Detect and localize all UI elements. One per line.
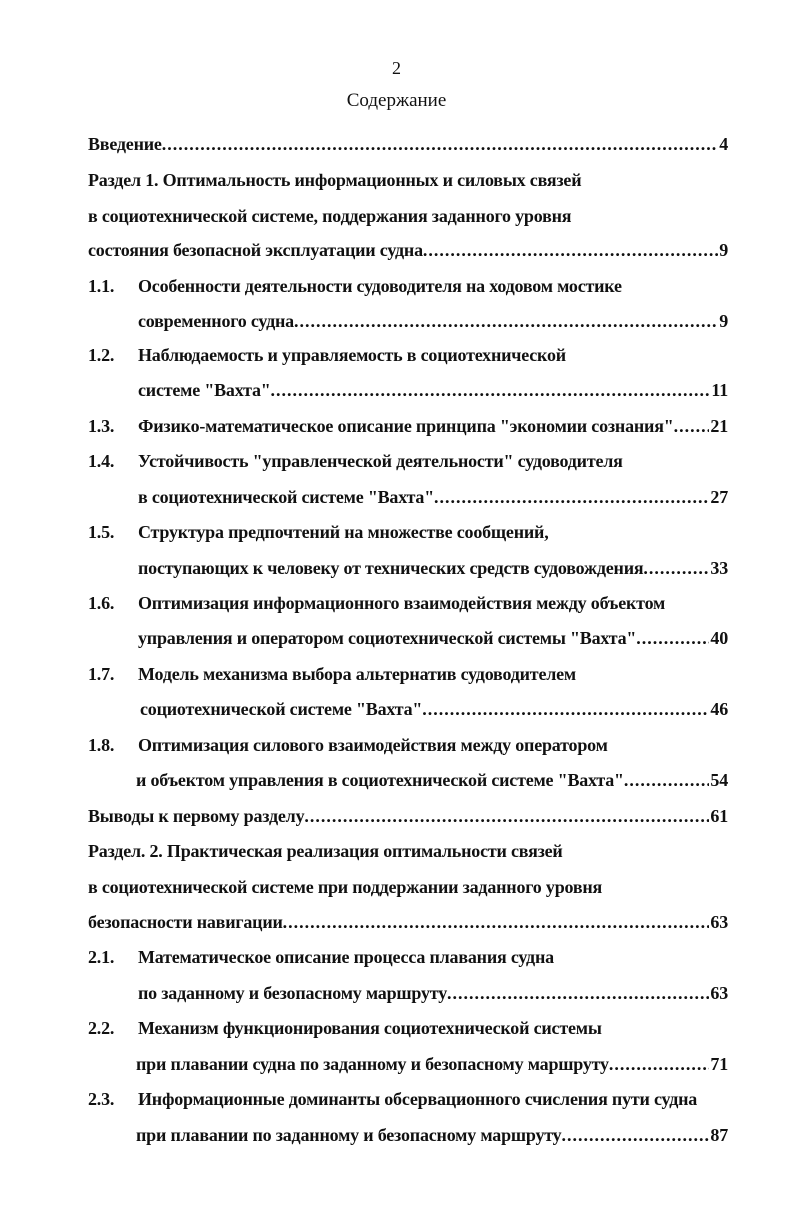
toc-entry-number: 1.5.	[88, 522, 115, 542]
toc-entry-2-3	[88, 1087, 728, 1111]
toc-entry-section-2-cont	[88, 875, 728, 899]
toc-entry-page: 33	[710, 558, 728, 578]
toc-entry-text: состояния безопасной эксплуатации судна	[88, 240, 423, 260]
toc-entry-text: Выводы к первому разделу	[88, 806, 305, 826]
leader-dots	[271, 378, 711, 402]
toc-entry-text: в социотехнической системе при поддержании заданного уровня	[88, 877, 603, 897]
toc-entry-section-1-cont	[88, 238, 728, 262]
leader-dots	[434, 485, 709, 509]
leader-dots	[423, 238, 718, 262]
toc-entry-text: Оптимизация силового взаимодействия между оператором	[138, 735, 608, 755]
toc-entry-page: 40	[710, 628, 728, 648]
leader-dots	[422, 697, 709, 721]
toc-entry-number: 2.1.	[88, 947, 115, 967]
toc-entry-1-7	[88, 662, 728, 686]
leader-dots	[162, 132, 718, 156]
toc-entry-text: Модель механизма выбора альтернатив судоводителем	[138, 664, 576, 684]
toc-entry-2-2-cont	[136, 1052, 728, 1076]
toc-entry-section-1-cont	[88, 204, 728, 228]
toc-entry-section-1	[88, 168, 728, 192]
toc-entry-text: управления и оператором социотехнической системы "Вахта"	[138, 628, 637, 648]
leader-dots	[561, 1123, 709, 1147]
leader-dots	[283, 910, 710, 934]
toc-entry-text: социотехнической системе "Вахта"	[140, 699, 423, 719]
toc-entry-text: Оптимизация информационного взаимодействия между объектом	[138, 593, 666, 613]
toc-entry-text: поступающих к человеку от технических средств судовождения	[138, 558, 644, 578]
toc-entry-introduction	[88, 132, 728, 156]
toc-entry-1-1	[88, 274, 728, 298]
leader-dots	[643, 556, 709, 580]
toc-entry-text: Информационные доминанты обсервационного счисления пути судна	[138, 1089, 698, 1109]
toc-entry-1-5	[88, 520, 728, 544]
leader-dots	[304, 804, 709, 828]
toc-entry-page: 11	[711, 380, 728, 400]
toc-entry-page: 21	[710, 416, 728, 436]
toc-entry-1-6	[88, 591, 728, 615]
toc-entry-text: Структура предпочтений на множестве сообщений,	[138, 522, 549, 542]
toc-entry-number: 1.8.	[88, 735, 115, 755]
toc-entry-text: безопасности навигации	[88, 912, 283, 932]
toc-entry-text: Особенности деятельности судоводителя на ходовом мостике	[138, 276, 622, 296]
toc-entry-page: 63	[710, 983, 728, 1003]
toc-entry-page: 87	[710, 1125, 728, 1145]
toc-entry-text: Введение	[88, 134, 162, 154]
leader-dots	[674, 414, 710, 438]
toc-entry-page: 4	[719, 134, 728, 154]
toc-entry-2-2	[88, 1016, 728, 1040]
toc-entry-text: современного судна	[138, 311, 294, 331]
toc-entry-text: Физико-математическое описание принципа "экономии сознания"	[138, 416, 674, 436]
toc-entry-2-1	[88, 945, 728, 969]
toc-entry-text: Механизм функционирования социотехнической системы	[138, 1018, 602, 1038]
toc-entry-page: 71	[710, 1054, 728, 1074]
toc-entry-page: 46	[710, 699, 728, 719]
toc-entry-number: 1.6.	[88, 593, 115, 613]
toc-entry-page: 27	[710, 487, 728, 507]
toc-entry-conclusions-1	[88, 804, 728, 828]
leader-dots	[447, 981, 709, 1005]
toc-entry-page: 63	[710, 912, 728, 932]
leader-dots	[624, 768, 710, 792]
toc-entry-1-2	[88, 343, 728, 367]
leader-dots	[636, 626, 709, 650]
toc-entry-text: системе "Вахта"	[138, 380, 271, 400]
toc-entry-number: 1.1.	[88, 276, 115, 296]
page-number: 2	[392, 58, 401, 78]
toc-entry-page: 61	[710, 806, 728, 826]
toc-entry-2-3-cont	[136, 1123, 728, 1147]
toc-entry-number: 1.4.	[88, 451, 115, 471]
toc-entry-page: 9	[719, 311, 728, 331]
toc-entry-text: в социотехнической системе "Вахта"	[138, 487, 435, 507]
toc-entry-page: 54	[710, 770, 728, 790]
toc-entry-number: 2.3.	[88, 1089, 115, 1109]
toc-entry-text: Математическое описание процесса плавания судна	[138, 947, 554, 967]
toc-entry-1-4	[88, 449, 728, 473]
toc-title: Содержание	[346, 90, 447, 111]
toc-entry-1-4-cont	[138, 485, 728, 509]
toc-entry-1-8	[88, 733, 728, 757]
toc-entry-1-2-cont	[138, 378, 728, 402]
toc-entry-text: и объектом управления в социотехнической системе "Вахта"	[136, 770, 624, 790]
toc-entry-1-6-cont	[138, 626, 728, 650]
toc-entry-number: 1.3.	[88, 416, 115, 436]
leader-dots	[609, 1052, 710, 1076]
toc-entry-text: по заданному и безопасному маршруту	[138, 983, 447, 1003]
toc-entry-1-7-cont	[140, 697, 728, 721]
toc-entry-1-1-cont	[138, 309, 728, 333]
toc-entry-1-3	[88, 414, 728, 438]
toc-entry-1-5-cont	[138, 556, 728, 580]
toc-entry-text: в социотехнической системе, поддержания заданного уровня	[88, 206, 572, 226]
toc-entry-text: Наблюдаемость и управляемость в социотехнической	[138, 345, 566, 365]
toc-entry-text: при плавании судна по заданному и безопасному маршруту	[136, 1054, 609, 1074]
leader-dots	[294, 309, 718, 333]
toc-entry-text: Раздел 1. Оптимальность информационных и силовых связей	[88, 170, 582, 190]
toc-entry-text: Раздел. 2. Практическая реализация оптимальности связей	[88, 841, 563, 861]
toc-entry-number: 1.2.	[88, 345, 115, 365]
toc-entry-text: Устойчивость "управленческой деятельности" судоводителя	[138, 451, 623, 471]
toc-entry-number: 1.7.	[88, 664, 115, 684]
toc-entry-section-2-cont	[88, 910, 728, 934]
toc-entry-2-1-cont	[138, 981, 728, 1005]
toc-entry-number: 2.2.	[88, 1018, 115, 1038]
toc-entry-page: 9	[719, 240, 728, 260]
toc-entry-text: при плавании по заданному и безопасному маршруту	[136, 1125, 562, 1145]
toc-entry-1-8-cont	[136, 768, 728, 792]
toc-entry-section-2	[88, 839, 728, 863]
